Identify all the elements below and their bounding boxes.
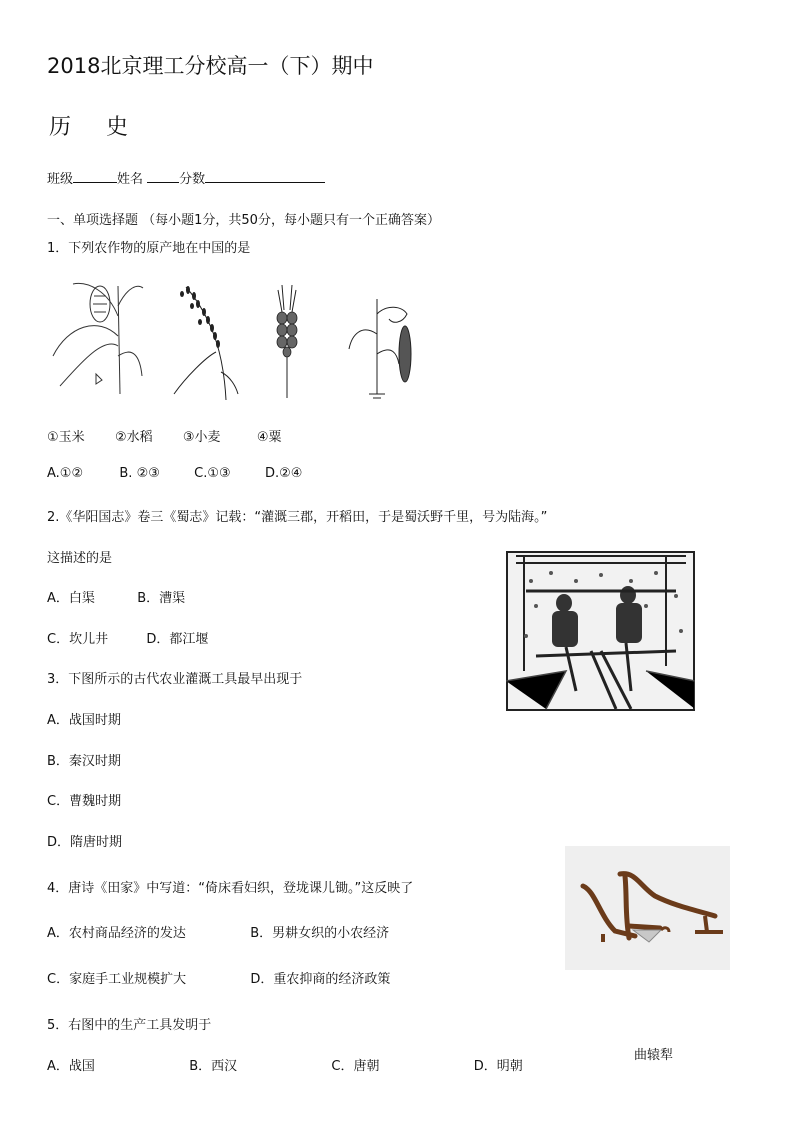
section-heading: 一、单项选择题 （每小题1分，共50分，每小题只有一个正确答案）: [47, 213, 440, 228]
q1-option-a[interactable]: A.①②: [47, 466, 84, 481]
subject-title: 历 史: [49, 115, 142, 140]
page-title: 2018北京理工分校高一（下）期中: [47, 54, 374, 78]
class-blank[interactable]: [73, 169, 117, 183]
q3-option-a[interactable]: A．战国时期: [47, 713, 121, 728]
q2-option-d[interactable]: D．都江堰: [146, 632, 209, 647]
name-blank[interactable]: [147, 169, 179, 183]
q1-option-c[interactable]: C.①③: [194, 466, 231, 481]
q1-option-d[interactable]: D.②④: [264, 466, 303, 481]
q2-stem-2: 这描述的是: [47, 551, 113, 566]
q5-option-c[interactable]: C．唐朝: [331, 1059, 380, 1074]
crop-label: ④粟: [256, 430, 282, 445]
score-label: 分数: [179, 172, 206, 187]
q3-option-b[interactable]: B．秦汉时期: [47, 754, 121, 769]
q5-stem: 5．右图中的生产工具发明于: [47, 1018, 212, 1033]
q2-options-row1: [47, 587, 185, 606]
q4-option-a[interactable]: A．农村商品经济的发达: [47, 926, 186, 941]
student-info-line: [47, 168, 325, 187]
q1-options: [47, 466, 302, 481]
plow-caption: 曲辕犁: [634, 1048, 674, 1063]
q1-stem: 1．下列农作物的原产地在中国的是: [47, 241, 251, 256]
q2-stem: 2.《华阳国志》卷三《蜀志》记载：“灌溉三郡，开稻田，于是蜀沃野千里，号为陆海。”: [47, 510, 548, 525]
curved-plow-image: [565, 846, 730, 970]
q4-stem: 4．唐诗《田家》中写道：“倚床看妇织，登垅课儿锄。”这反映了: [47, 881, 414, 896]
score-blank[interactable]: [205, 169, 325, 183]
q2-option-a[interactable]: A．白渠: [47, 591, 95, 606]
q5-option-b[interactable]: B．西汉: [189, 1059, 238, 1074]
q1-crop-labels: [47, 426, 281, 445]
irrigation-tool-image: [506, 551, 695, 711]
class-label: 班级: [47, 172, 74, 187]
q4-option-d[interactable]: D．重农抑商的经济政策: [250, 972, 391, 987]
q3-option-d[interactable]: D．隋唐时期: [47, 835, 123, 850]
q4-option-b[interactable]: B．男耕女织的小农经济: [250, 926, 390, 941]
q2-option-b[interactable]: B．漕渠: [137, 591, 186, 606]
q2-option-c[interactable]: C．坎儿井: [47, 632, 109, 647]
rice-drawing: [166, 282, 240, 402]
q5-option-a[interactable]: A．战国: [47, 1059, 95, 1074]
crop-label: ②水稻: [114, 430, 153, 445]
q2-options-row2: [47, 628, 208, 647]
q5-options: [47, 1055, 523, 1074]
millet-drawing: [347, 294, 431, 402]
q4-options-row1: [47, 922, 389, 941]
corn-drawing: [48, 276, 144, 394]
q3-stem: 3．下图所示的古代农业灌溉工具最早出现于: [47, 672, 303, 687]
crop-label: ③小麦: [182, 430, 221, 445]
wheat-drawing: [270, 280, 304, 398]
q3-option-c[interactable]: C．曹魏时期: [47, 794, 122, 809]
crop-label: ①玉米: [47, 430, 85, 445]
q4-options-row2: [47, 968, 390, 987]
q4-option-c[interactable]: C．家庭手工业规模扩大: [47, 972, 187, 987]
name-label: 姓名: [117, 172, 144, 187]
q1-option-b[interactable]: B. ②③: [119, 466, 160, 481]
q5-option-d[interactable]: D．明朝: [473, 1059, 523, 1074]
